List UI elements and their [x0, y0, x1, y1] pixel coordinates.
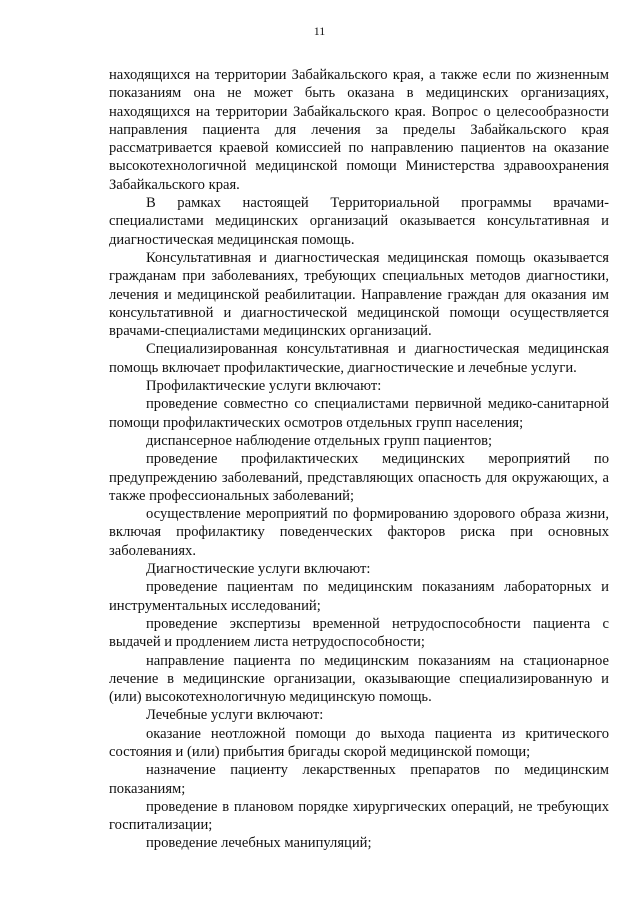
list-item: проведение в плановом порядке хирургических операций, не требующих госпитализации;	[109, 798, 609, 834]
list-item: направление пациента по медицинским показаниям на стационарное лечение в медицинские организации, оказывающие специализированную и (или) высокотехнологичную медицинскую помощь.	[109, 652, 609, 706]
paragraph: В рамках настоящей Территориальной программы врачами-специалистами медицинских организаций оказывается консультативная и диагностическая медицинская помощь.	[109, 195, 609, 248]
list-item: проведение совместно со специалистами первичной медико-санитарной помощи профилактических осмотров отдельных групп населения;	[109, 396, 609, 431]
list-item: осуществление мероприятий по формированию здорового образа жизни, включая профилактику поведенческих факторов риска при основных заболеваниях.	[109, 506, 609, 559]
section-heading: Лечебные услуги включают:	[146, 707, 324, 724]
list-item: диспансерное наблюдение отдельных групп пациентов;	[146, 432, 493, 449]
section-heading: Диагностические услуги включают:	[146, 561, 371, 578]
list-item: проведение экспертизы временной нетрудоспособности пациента с выдачей и продлением листа нетрудоспособности;	[109, 615, 609, 651]
section-heading: Профилактические услуги включают:	[146, 378, 382, 395]
list-item: проведение лечебных манипуляций;	[146, 835, 372, 852]
list-item: назначение пациенту лекарственных препаратов по медицинским показаниям;	[109, 762, 609, 797]
list-item: оказание неотложной помощи до выхода пациента из критического состояния и (или) прибытия бригады скорой медицинской помощи;	[109, 725, 609, 760]
list-item: проведение профилактических медицинских мероприятий по предупреждению заболеваний, представляющих опасность для окружающих, а также профессиональных заболеваний;	[109, 451, 609, 504]
paragraph: находящихся на территории Забайкальского края, а также если по жизненным показаниям она не может быть оказана в медицинских организациях, находящихся на территории Забайкальского края. Вопрос о целесообразности направления пациента для лечения за пределы Забайкальского края рассматривается краевой комиссией по направлению пациентов на оказание высокотехнологичной медицинской помощи Министерства здравоохранения Забайкальского края.	[109, 67, 609, 193]
list-item: проведение пациентам по медицинским показаниям лабораторных и инструментальных исследований;	[109, 579, 609, 614]
paragraph: Консультативная и диагностическая медицинская помощь оказывается гражданам при заболеваниях, требующих специальных методов диагностики, лечения и медицинской реабилитации. Направление граждан для оказания им консультативной и диагностической медицинской помощи осуществляется врачами-специалистами медицинских организаций.	[109, 249, 609, 340]
paragraph: Специализированная консультативная и диагностическая медицинская помощь включает профилактические, диагностические и лечебные услуги.	[109, 341, 609, 376]
page-number: 11	[313, 24, 326, 38]
document-body	[109, 66, 609, 853]
